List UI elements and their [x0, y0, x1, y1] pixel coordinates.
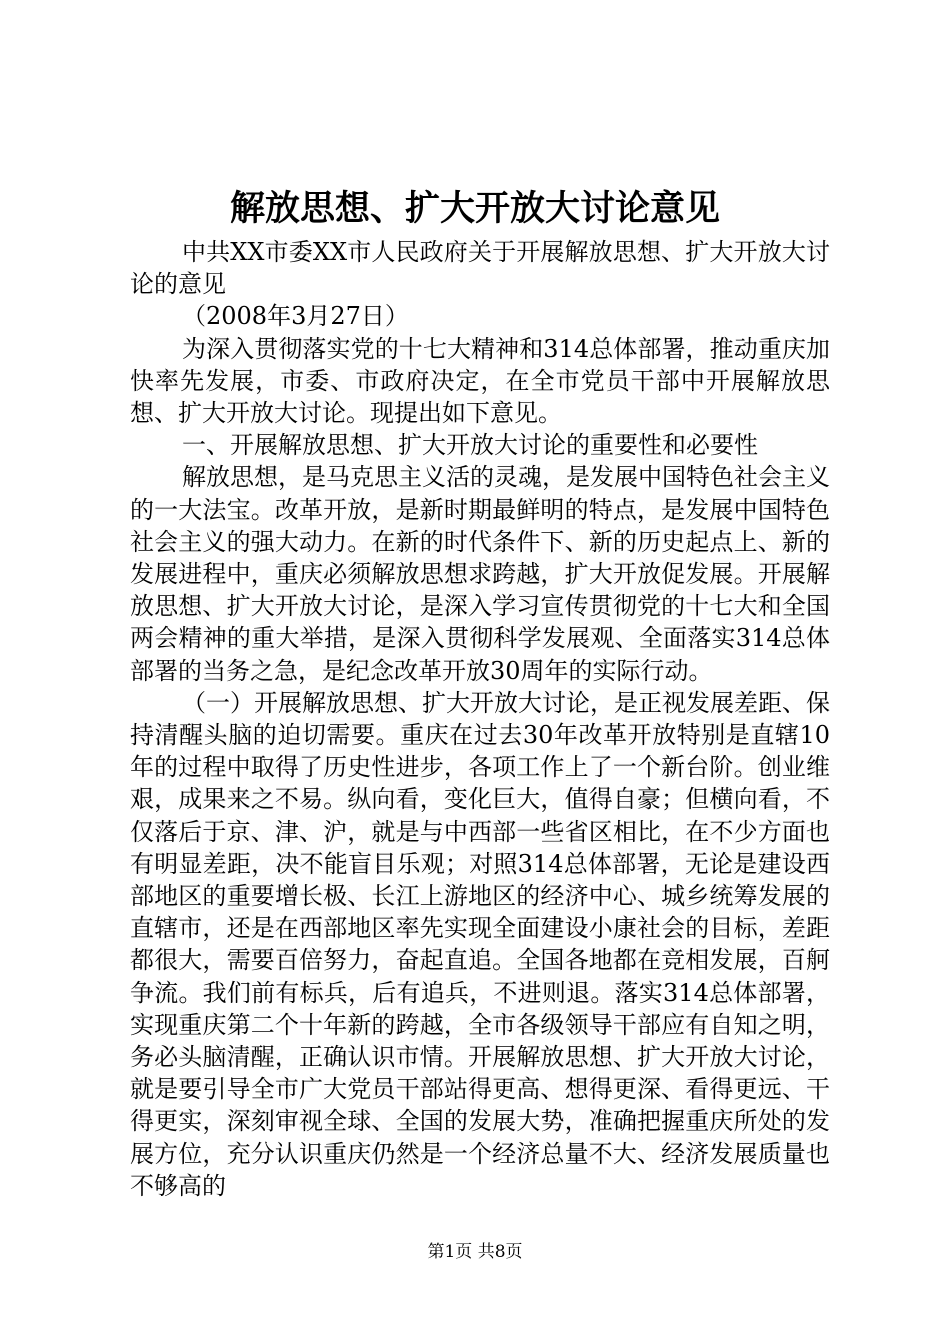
- paragraph-issue-date: （2008年3月27日）: [182, 302, 409, 331]
- page-number: 第1页 共8页: [427, 1242, 523, 1262]
- paragraph-body-1: 解放思想，是马克思主义活的灵魂，是发展中国特色社会主义的一大法宝。改革开放，是新时期最鲜明的特点，是发展中国特色社会主义的强大动力。在新的时代条件下、新的历史起点上、新的发展进程中，重庆必须解放思想求跨越，扩大开放促发展。开展解放思想、扩大开放大讨论，是深入学习宣传贯彻党的十七大和全国两会精神的重大举措，是深入贯彻科学发展观、全面落实314总体部署的当务之急，是纪念改革开放30周年的实际行动。: [130, 463, 830, 685]
- paragraph-intro: 为深入贯彻落实党的十七大精神和314总体部署，推动重庆加快率先发展，市委、市政府决定，在全市党员干部中开展解放思想、扩大开放大讨论。现提出如下意见。: [130, 334, 830, 428]
- document-body: [130, 236, 830, 1202]
- document-title: 解放思想、扩大开放大讨论意见: [229, 188, 720, 229]
- section-heading-1: 一、开展解放思想、扩大开放大讨论的重要性和必要性: [182, 431, 758, 460]
- paragraph-issuer-heading: 中共XX市委XX市人民政府关于开展解放思想、扩大开放大讨论的意见: [130, 238, 830, 299]
- paragraph-body-2: （一）开展解放思想、扩大开放大讨论，是正视发展差距、保持清醒头脑的迫切需要。重庆在过去30年改革开放特别是直辖10年的过程中取得了历史性进步，各项工作上了一个新台阶。创业维艰，成果来之不易。纵向看，变化巨大，值得自豪；但横向看，不仅落后于京、津、沪，就是与中西部一些省区相比，在不少方面也有明显差距，决不能盲目乐观；对照314总体部署，无论是建设西部地区的重要增长极、长江上游地区的经济中心、城乡统筹发展的直辖市，还是在西部地区率先实现全面建设小康社会的目标，差距都很大，需要百倍努力，奋起直追。全国各地都在竞相发展，百舸争流。我们前有标兵，后有追兵，不进则退。落实314总体部署，实现重庆第二个十年新的跨越，全市各级领导干部应有自知之明，务必头脑清醒，正确认识市情。开展解放思想、扩大开放大讨论，就是要引导全市广大党员干部站得更高、想得更深、看得更远、干得更实，深刻审视全球、全国的发展大势，准确把握重庆所处的发展方位，充分认识重庆仍然是一个经济总量不大、经济发展质量也不够高的: [130, 688, 830, 1200]
